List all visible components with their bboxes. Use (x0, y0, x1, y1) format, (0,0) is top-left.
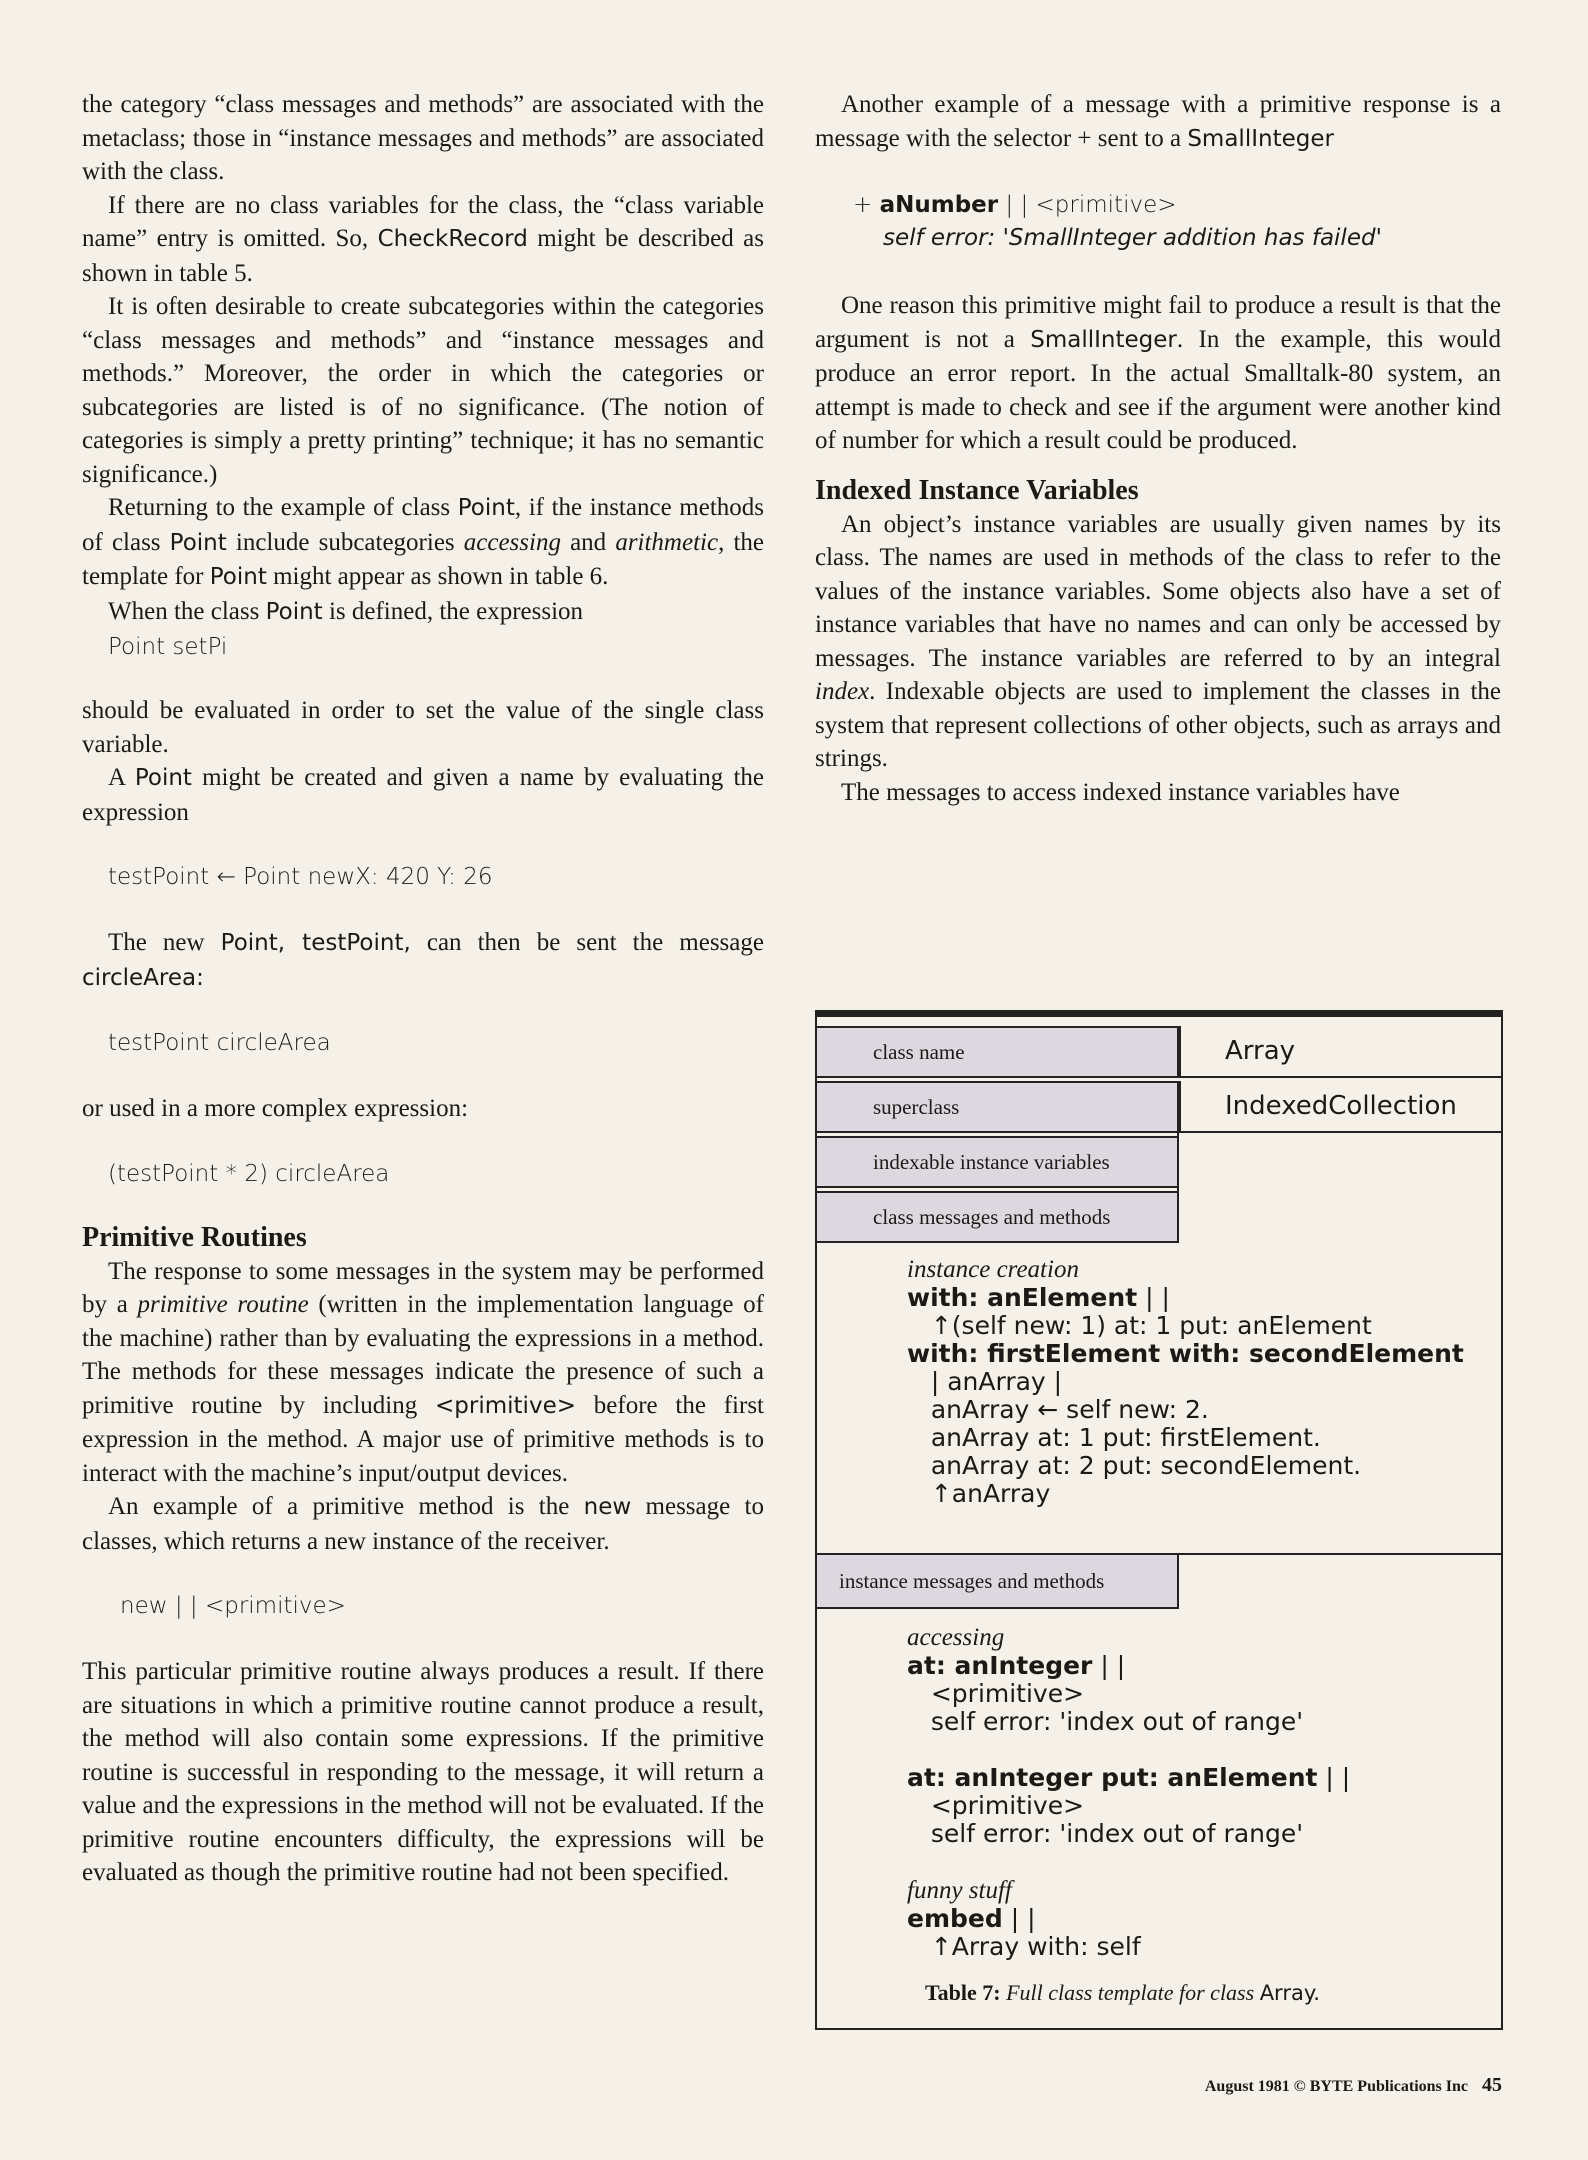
section-heading: Indexed Instance Variables (815, 474, 1139, 506)
value-class-name: Array (1179, 1026, 1501, 1078)
divider (1177, 1133, 1179, 1243)
footer-credit: August 1981 © BYTE Publications Inc (1204, 2078, 1468, 2095)
paragraph: One reason this primitive might fail to produce a result is that the argument is not a SmallInteger. In the example, this would produce an error report. In the actual Smalltalk-80 system, an attempt is made to check and see if the argument were another kind of number for which a result could be produced. (815, 292, 1501, 454)
label-instance-messages: instance messages and methods (815, 1553, 1179, 1609)
value-superclass: IndexedCollection (1179, 1081, 1501, 1133)
paragraph: should be evaluated in order to set the value of the single class variable. (82, 697, 764, 758)
instance-methods-body: accessing at: anInteger | | <primitive> self error: 'index out of range' at: anInteger put: anElement | | <primitive> self error: 'index out of range' funny stuff embed | | ↑Array with: self (907, 1624, 1351, 1961)
paragraph: It is often desirable to create subcategories within the categories “class messages and methods” and “instance messages and methods.” Moreover, the order in which the categories or subcategories are listed is of no significance. (The notion of categories is simply a pretty printing” technique; it has no semantic significance.) (82, 293, 764, 488)
paragraph: If there are no class variables for the class, the “class variable name” entry is omitted. So, CheckRecord might be described as shown in table 5. (82, 191, 764, 287)
code-snippet: testPoint circleArea (108, 1030, 331, 1056)
paragraph: Another example of a message with a primitive response is a message with the selector + sent to a SmallInteger (815, 91, 1501, 152)
left-column (82, 88, 764, 1890)
class-template-table (815, 1010, 1503, 2030)
paragraph: The new Point, testPoint, can then be sent the message circleArea: (82, 929, 764, 991)
paragraph: The messages to access indexed instance variables have (841, 778, 1400, 806)
label-indexable-instance-variables: indexable instance variables (815, 1136, 1179, 1188)
paragraph: This particular primitive routine always produces a result. If there are situations in which a primitive routine cannot produce a result, the method will also contain some expressions. If the primitive routine is successful in responding to the message, it will return a value and the expressions in the method will not be evaluated. If the primitive routine encounters difficulty, the expressions will be evaluated as though the primitive routine had not been specified. (82, 1658, 764, 1886)
page-footer (1205, 2074, 1502, 2097)
class-methods-body: instance creation with: anElement | | ↑(self new: 1) at: 1 put: anElement with: firstElement with: secondElement | anArray | anArray ← self new: 2. anArray at: 1 put: firstElement. anArray at: 2 put: secondElement. ↑anArray (907, 1256, 1464, 1508)
code-snippet: (testPoint * 2) circleArea (108, 1160, 390, 1187)
paragraph: the category “class messages and methods” are associated with the metaclass; those in “instance messages and methods” are associated with the class. (82, 91, 764, 185)
label-superclass: superclass (815, 1081, 1179, 1133)
code-snippet: new | | <primitive> (120, 1593, 346, 1619)
code-snippet: Point setPi (108, 634, 228, 660)
paragraph: Returning to the example of class Point, if the instance methods of class Point include subcategories accessing and arithmetic, the template for Point might appear as shown in table 6. (82, 494, 764, 590)
code-snippet: + aNumber | | <primitive> (853, 192, 1177, 218)
paragraph: When the class Point is defined, the expression (108, 597, 584, 625)
right-column (815, 88, 1501, 809)
code-snippet: testPoint ← Point newX: 420 Y: 26 (108, 864, 493, 890)
label-class-name: class name (815, 1026, 1179, 1078)
paragraph: or used in a more complex expression: (82, 1095, 469, 1122)
label-class-messages: class messages and methods (815, 1191, 1179, 1243)
paragraph: A Point might be created and given a name by evaluating the expression (82, 764, 764, 826)
section-heading: Primitive Routines (82, 1221, 307, 1253)
page-number: 45 (1482, 2074, 1502, 2096)
paragraph: The response to some messages in the system may be performed by a primitive routine (written in the implementation language of the machine) rather than by evaluating the expressions in a method. The methods for these messages indicate the presence of such a primitive routine by including <primitive> before the first expression in the method. A major use of primitive methods is to interact with the machine’s input/output devices. (82, 1257, 764, 1487)
paragraph: An example of a primitive method is the new message to classes, which returns a new instance of the receiver. (82, 1493, 765, 1555)
code-snippet: self error: 'SmallInteger addition has failed' (883, 225, 1382, 251)
table-caption: Table 7: Full class template for class Array. (925, 1980, 1320, 2005)
paragraph: An object’s instance variables are usually given names by its class. The names are used in methods of the class to refer to the values of the instance variables. Some objects also have a set of instance variables that have no names and can only be accessed by messages. The instance variables are referred to by an integral index. Indexable objects are used to implement the classes in the system that represent collections of other objects, such as arrays and strings. (815, 510, 1501, 772)
